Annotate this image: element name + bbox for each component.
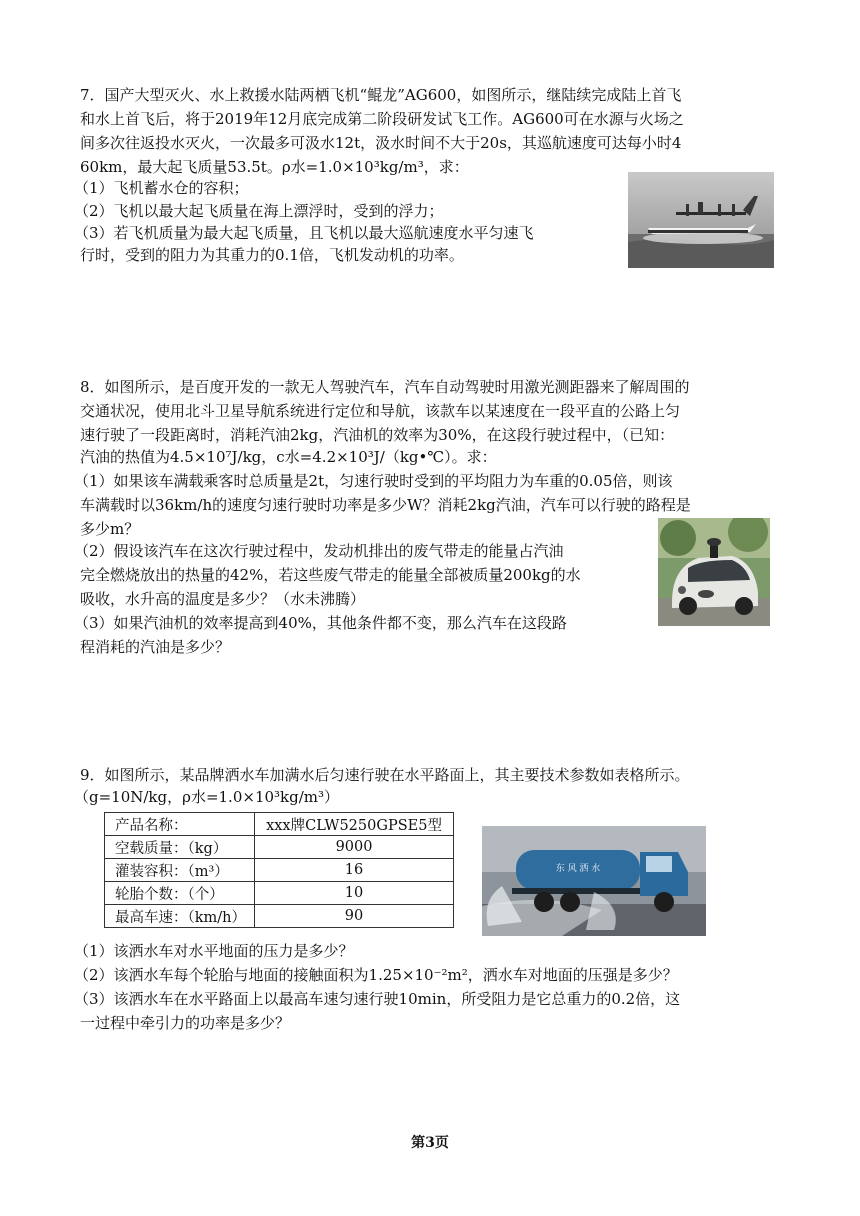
q7-line-4: 60km，最大起飞质量53.5t。ρ水=1.0×10³kg/m³，求： (80, 158, 469, 176)
q8-part-1b: 车满载时以36km/h的速度匀速行驶时功率是多少W？消耗2kg汽油，汽车可以行驶的路程是 (80, 496, 691, 514)
vehicle-parameters-table (104, 812, 454, 928)
q8-part-3b: 程消耗的汽油是多少？ (80, 638, 231, 656)
q8-part-3a: （3）如果汽油机的效率提高到40%，其他条件都不变，那么汽车在这段路 (74, 614, 567, 632)
table-cell-label: 灌装容积：（m³） (105, 859, 255, 882)
table-cell-value: 9000 (255, 836, 454, 859)
q7-part-2: （2）飞机以最大起飞质量在海上漂浮时，受到的浮力； (74, 202, 444, 220)
q7-part-3b: 行时，受到的阻力为其重力的0.1倍，飞机发动机的功率。 (80, 246, 464, 264)
truck-side-lettering: 东 风 洒 水 (555, 864, 601, 874)
table-row (105, 859, 454, 882)
q7-line-3: 间多次往返投水灭火，一次最多可汲水12t，汲水时间不大于20s，其巡航速度可达每小时4 (80, 134, 682, 152)
table-row (105, 905, 454, 928)
sprinkler-truck-image (482, 826, 706, 936)
q9-part-2: （2）该洒水车每个轮胎与地面的接触面积为1.25×10⁻²m²，洒水车对地面的压强是多少？ (74, 966, 678, 984)
driverless-car-image (658, 518, 770, 626)
sprinkler-truck-photo (482, 826, 706, 936)
page-number: 第3页 (411, 1135, 449, 1151)
q8-part-2c: 吸收，水升高的温度是多少？（水未沸腾） (80, 590, 366, 608)
q8-part-1a: （1）如果该车满载乘客时总质量是2t，匀速行驶时受到的平均阻力为车重的0.05倍，则该 (74, 472, 673, 490)
q8-part-1c: 多少m？ (80, 520, 140, 538)
table-cell-value: 10 (255, 882, 454, 905)
driverless-car-photo (658, 518, 770, 626)
q9-part-3b: 一过程中牵引力的功率是多少？ (80, 1014, 291, 1032)
table-cell-value: 16 (255, 859, 454, 882)
q9-line-2: （g=10N/kg，ρ水=1.0×10³kg/m³） (74, 788, 340, 806)
q9-part-3a: （3）该洒水车在水平路面上以最高车速匀速行驶10min，所受阻力是它总重力的0.2倍，这 (74, 990, 681, 1008)
q9-part-1: （1）该洒水车对水平地面的压力是多少？ (74, 942, 354, 960)
q9-line-1: 9．如图所示，某品牌洒水车加满水后匀速行驶在水平路面上，其主要技术参数如表格所示。 (80, 766, 690, 784)
q8-line-4: 汽油的热值为4.5×10⁷J/kg，c水=4.2×10³J/（kg•℃）。求： (80, 448, 497, 466)
table-cell-label: 空载质量：（kg） (105, 836, 255, 859)
table-row (105, 882, 454, 905)
table-cell-label: 最高车速：（km/h） (105, 905, 255, 928)
q8-part-2a: （2）假设该汽车在这次行驶过程中，发动机排出的废气带走的能量占汽油 (74, 542, 564, 560)
q8-line-2: 交通状况，使用北斗卫星导航系统进行定位和导航，该款车以某速度在一段平直的公路上匀 (80, 402, 681, 420)
q8-line-3: 速行驶了一段距离时，消耗汽油2kg，汽油机的效率为30%，在这段行驶过程中，（已知： (80, 426, 675, 444)
table-row (105, 836, 454, 859)
q7-line-2: 和水上首飞后，将于2019年12月底完成第二阶段研发试飞工作。AG600可在水源与火场之 (80, 110, 684, 128)
table-row (105, 813, 454, 836)
seaplane-photo (628, 172, 774, 268)
q7-part-1: （1）飞机蓄水仓的容积； (74, 179, 249, 197)
table-cell-value: 90 (255, 905, 454, 928)
q7-part-3a: （3）若飞机质量为最大起飞质量，且飞机以最大巡航速度水平匀速飞 (74, 224, 534, 242)
q7-line-1: 7．国产大型灭火、水上救援水陆两栖飞机“鲲龙”AG600，如图所示，继陆续完成陆上首飞 (80, 86, 682, 104)
seaplane-image (628, 172, 774, 268)
q8-part-2b: 完全燃烧放出的热量的42%，若这些废气带走的能量全部被质量200kg的水 (80, 566, 581, 584)
table-cell-label: 轮胎个数：（个） (105, 882, 255, 905)
table-cell-label: 产品名称： (105, 813, 255, 836)
table-cell-value: xxx牌CLW5250GPSE5型 (255, 813, 454, 836)
q8-line-1: 8．如图所示，是百度开发的一款无人驾驶汽车，汽车自动驾驶时用激光测距器来了解周围的 (80, 378, 690, 396)
